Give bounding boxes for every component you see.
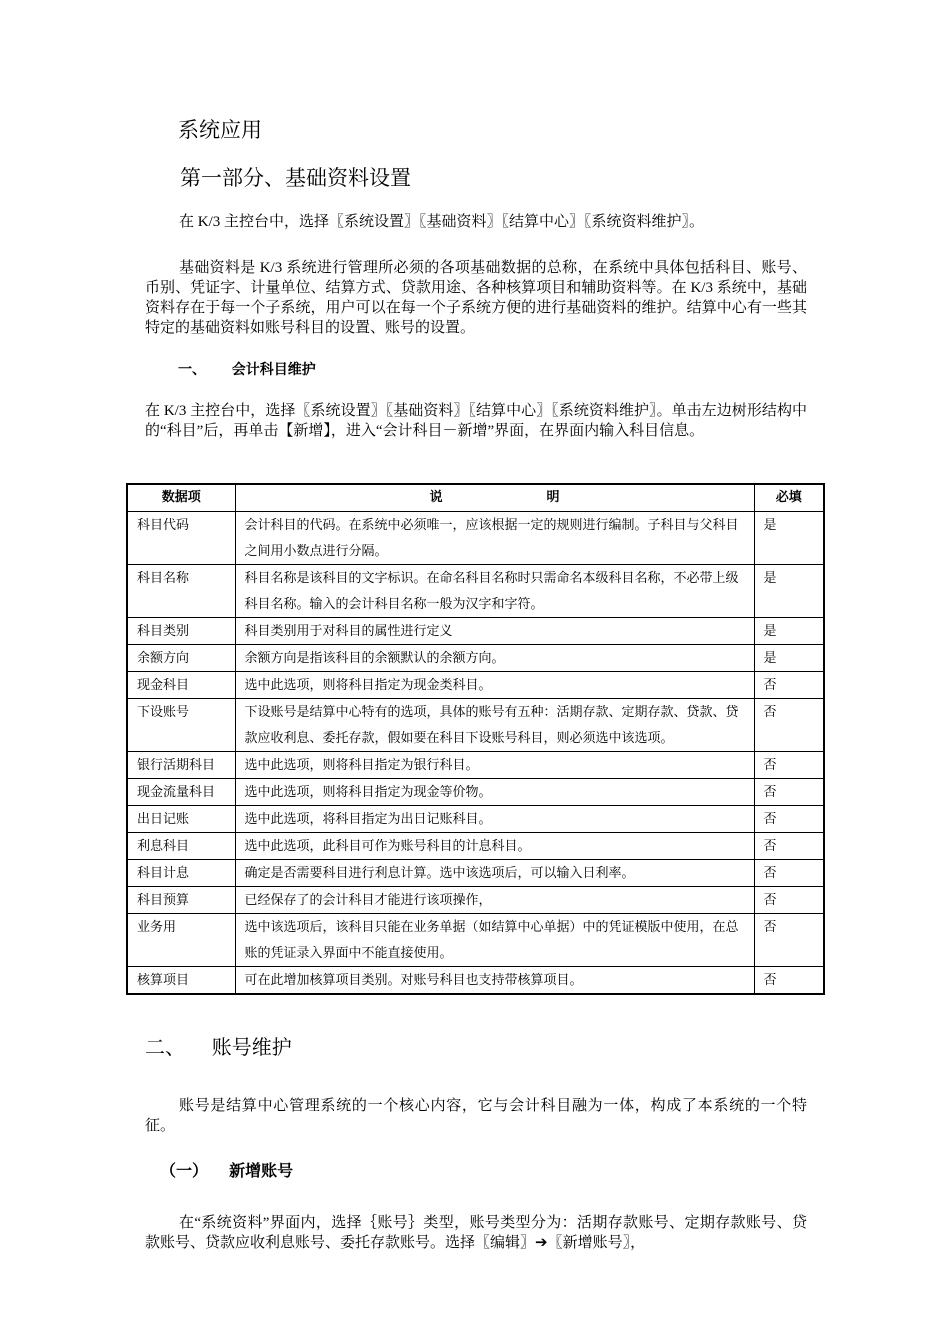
cell-required: 否 <box>754 672 824 699</box>
cell-required: 否 <box>754 806 824 833</box>
table-row <box>127 565 824 618</box>
table-row <box>127 914 824 967</box>
page-title: 系统应用 <box>178 118 262 142</box>
table-row <box>127 512 824 565</box>
intro-paragraph-2: 基础资料是 K/3 系统进行管理所必须的各项基础数据的总称，在系统中具体包括科目、账号、币别、凭证字、计量单位、结算方式、贷款用途、各种核算项目和辅助资料等。在 K/3 系统中，基础资料存在于每一个子系统，用户可以在每一个子系统方便的进行基础资料的维护。结算中心有一些其特定的基础资料如账号科目的设置、账号的设置。 <box>145 260 807 336</box>
cell-item: 科目代码 <box>127 512 235 565</box>
table-row <box>127 672 824 699</box>
cell-required: 否 <box>754 860 824 887</box>
cell-desc: 确定是否需要科目进行利息计算。选中该选项后，可以输入日利率。 <box>235 860 754 887</box>
cell-item: 下设账号 <box>127 699 235 752</box>
subsection-paragraph: 在“系统资料”界面内，选择｛账号｝类型，账号类型分为：活期存款账号、定期存款账号、贷款账号、贷款应收利息账号、委托存款账号。选择〖编辑〗➔〖新增账号〗， <box>145 1215 807 1251</box>
table-header-row <box>127 484 824 512</box>
part-title: 第一部分、基础资料设置 <box>180 166 411 190</box>
cell-item: 核算项目 <box>127 967 235 995</box>
section2-title: 账号维护 <box>211 1035 292 1059</box>
table-row <box>127 887 824 914</box>
table-row <box>127 806 824 833</box>
cell-desc: 选中此选项，则将科目指定为现金类科目。 <box>235 672 754 699</box>
cell-item: 科目预算 <box>127 887 235 914</box>
cell-desc: 余额方向是指该科目的余额默认的余额方向。 <box>235 645 754 672</box>
cell-item: 科目名称 <box>127 565 235 618</box>
cell-required: 否 <box>754 967 824 995</box>
cell-desc: 下设账号是结算中心特有的选项，具体的账号有五种：活期存款、定期存款、贷款、贷款应收利息、委托存款，假如要在科目下设账号科目，则必须选中该选项。 <box>235 699 754 752</box>
subsection-title: 新增账号 <box>229 1161 294 1180</box>
cell-item: 科目类别 <box>127 618 235 645</box>
cell-item: 科目计息 <box>127 860 235 887</box>
header-desc: 说 明 <box>235 484 754 512</box>
cell-required: 否 <box>754 914 824 967</box>
cell-item: 银行活期科目 <box>127 752 235 779</box>
cell-desc: 选中此选项，则将科目指定为现金等价物。 <box>235 779 754 806</box>
subsection-number: （一） <box>160 1161 209 1180</box>
cell-required: 是 <box>754 565 824 618</box>
cell-required: 是 <box>754 645 824 672</box>
table-row <box>127 618 824 645</box>
intro-paragraph-1: 在 K/3 主控台中，选择〖系统设置〗〖基础资料〗〖结算中心〗〖系统资料维护〗。 <box>179 214 705 230</box>
cell-desc: 选中此选项，此科目可作为账号科目的计息科目。 <box>235 833 754 860</box>
section2-number: 二、 <box>145 1035 185 1059</box>
table-row <box>127 779 824 806</box>
cell-desc: 选中此选项，将科目指定为出日记账科目。 <box>235 806 754 833</box>
cell-desc: 选中此选项，则将科目指定为银行科目。 <box>235 752 754 779</box>
section1-paragraph: 在 K/3 主控台中，选择〖系统设置〗〖基础资料〗〖结算中心〗〖系统资料维护〗。单击左边树形结构中的“科目”后，再单击【新增】，进入“会计科目－新增”界面，在界面内输入科目信息。 <box>145 403 807 439</box>
section2-heading <box>145 1031 292 1060</box>
table-row <box>127 967 824 995</box>
cell-required: 否 <box>754 833 824 860</box>
table-row <box>127 699 824 752</box>
subject-fields-table <box>126 483 825 995</box>
cell-required: 是 <box>754 618 824 645</box>
section1-heading <box>178 359 316 379</box>
subsection-heading <box>160 1158 293 1181</box>
header-required: 必填 <box>754 484 824 512</box>
cell-desc: 科目类别用于对科目的属性进行定义 <box>235 618 754 645</box>
cell-required: 是 <box>754 512 824 565</box>
cell-desc: 科目名称是该科目的文字标识。在命名科目名称时只需命名本级科目名称，不必带上级科目名称。输入的会计科目名称一般为汉字和字符。 <box>235 565 754 618</box>
cell-item: 出日记账 <box>127 806 235 833</box>
cell-desc: 选中该选项后，该科目只能在业务单据（如结算中心单据）中的凭证模版中使用，在总账的凭证录入界面中不能直接使用。 <box>235 914 754 967</box>
cell-desc: 已经保存了的会计科目才能进行该项操作， <box>235 887 754 914</box>
cell-required: 否 <box>754 699 824 752</box>
table-row <box>127 833 824 860</box>
section1-title: 会计科目维护 <box>231 362 316 378</box>
cell-item: 利息科目 <box>127 833 235 860</box>
cell-item: 现金流量科目 <box>127 779 235 806</box>
cell-desc: 会计科目的代码。在系统中必须唯一，应该根据一定的规则进行编制。子科目与父科目之间用小数点进行分隔。 <box>235 512 754 565</box>
cell-required: 否 <box>754 887 824 914</box>
cell-item: 现金科目 <box>127 672 235 699</box>
table-row <box>127 645 824 672</box>
cell-required: 否 <box>754 752 824 779</box>
table-row <box>127 752 824 779</box>
cell-item: 余额方向 <box>127 645 235 672</box>
cell-desc: 可在此增加核算项目类别。对账号科目也支持带核算项目。 <box>235 967 754 995</box>
section2-paragraph: 账号是结算中心管理系统的一个核心内容，它与会计科目融为一体，构成了本系统的一个特征。 <box>145 1098 807 1134</box>
header-item: 数据项 <box>127 484 235 512</box>
cell-item: 业务用 <box>127 914 235 967</box>
table-row <box>127 860 824 887</box>
cell-required: 否 <box>754 779 824 806</box>
section1-number: 一、 <box>178 362 206 378</box>
